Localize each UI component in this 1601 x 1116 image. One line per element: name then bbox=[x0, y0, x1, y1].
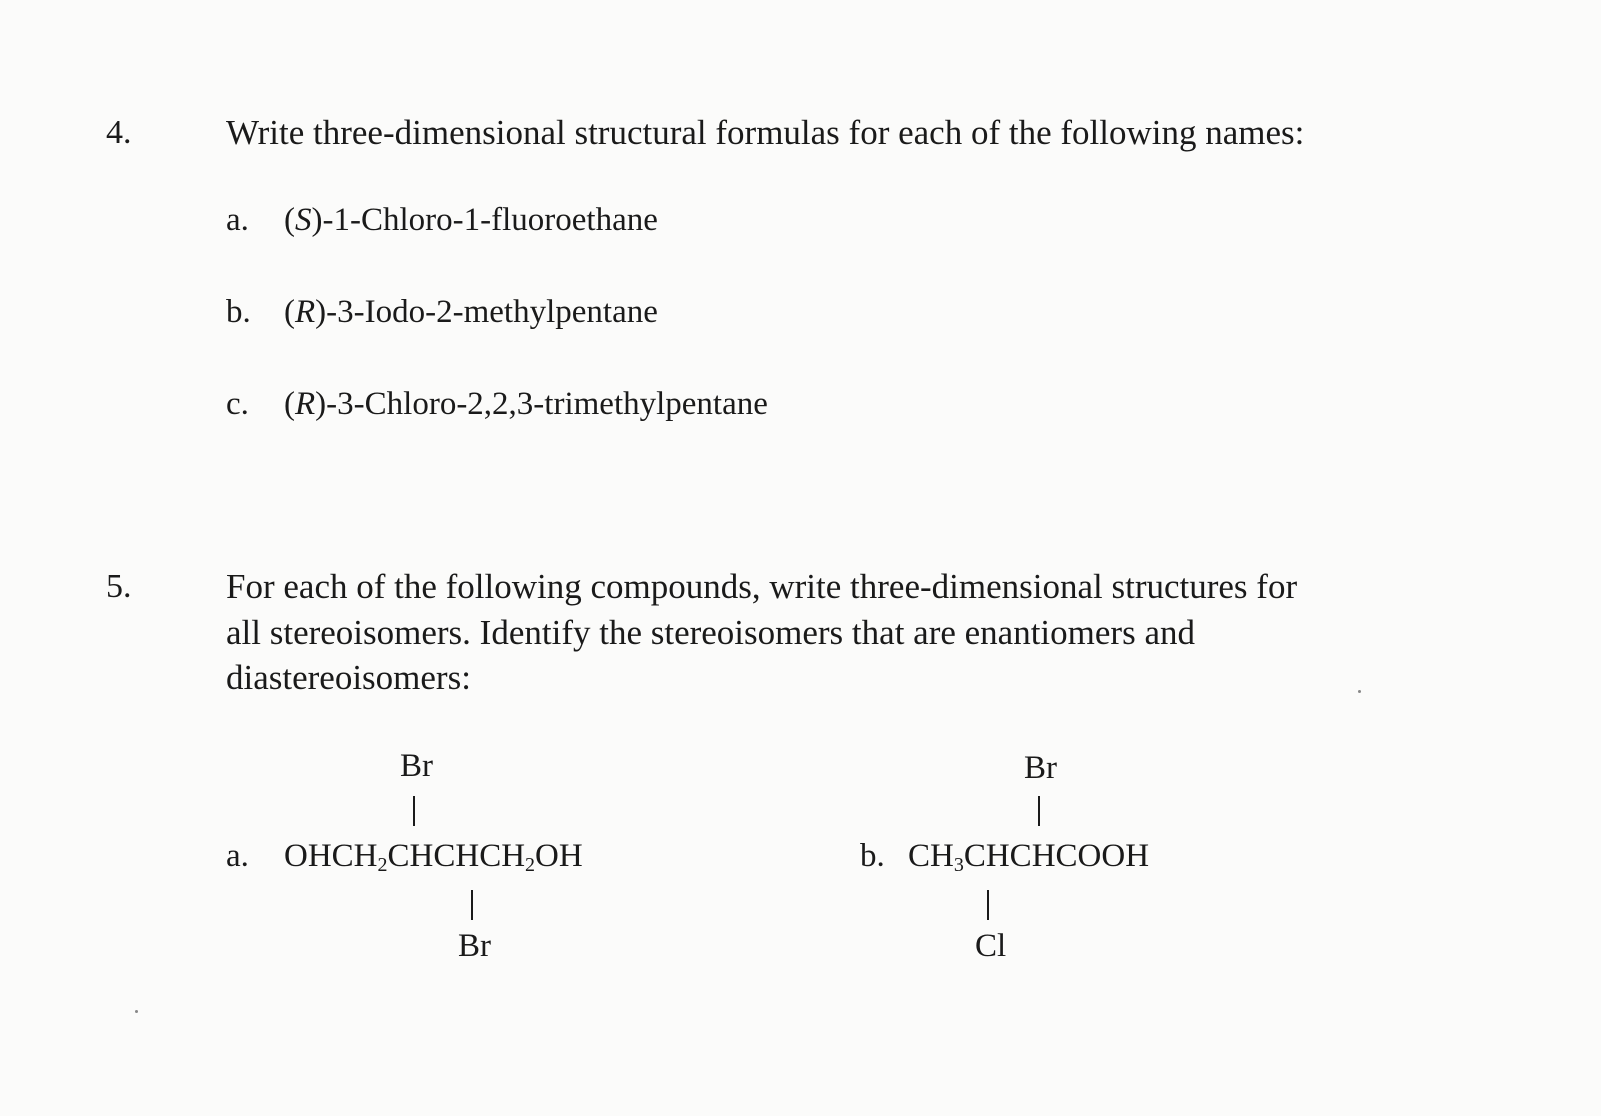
question-5-prompt-line-3: diastereoisomers: bbox=[226, 658, 471, 697]
question-5-prompt-line-2: all stereoisomers. Identify the stereoisomers that are enantiomers and bbox=[226, 613, 1195, 652]
formula-part: OH bbox=[535, 838, 583, 874]
compound-label: b. bbox=[860, 838, 885, 874]
stereo-config: R bbox=[295, 294, 316, 330]
question-5-number: 5. bbox=[106, 568, 132, 605]
question-4-item-b: b. (R)-3-Iodo-2-methylpentane bbox=[226, 294, 658, 330]
compound-a-bottom-substituent: Br bbox=[458, 928, 491, 964]
compound-b-top-substituent: Br bbox=[1024, 750, 1057, 786]
compound-b-bottom-substituent: Cl bbox=[975, 928, 1007, 964]
compound-a-formula bbox=[226, 838, 583, 877]
compound-a-bottom-bond bbox=[471, 890, 473, 920]
compound-b-bottom-bond bbox=[987, 890, 989, 920]
question-4-item-c: c. (R)-3-Chloro-2,2,3-trimethylpentane bbox=[226, 386, 768, 422]
compound-a-top-bond bbox=[413, 796, 415, 826]
question-4-item-a: a. (S)-1-Chloro-1-fluoroethane bbox=[226, 202, 658, 238]
stereo-config: S bbox=[295, 202, 312, 238]
formula-part: CHCHCH bbox=[387, 838, 526, 874]
question-4-prompt: Write three-dimensional structural formulas for each of the following names: bbox=[226, 113, 1305, 152]
compound-b-top-bond bbox=[1038, 796, 1040, 826]
question-4-number: 4. bbox=[106, 114, 132, 151]
compound-name: -3-Chloro-2,2,3-trimethylpentane bbox=[326, 386, 768, 422]
item-label: c. bbox=[226, 386, 249, 422]
compound-name: -3-Iodo-2-methylpentane bbox=[326, 294, 658, 330]
scan-speck bbox=[1358, 690, 1361, 693]
formula-part: OHCH bbox=[284, 838, 378, 874]
formula-subscript: 2 bbox=[377, 854, 388, 876]
formula-subscript: 3 bbox=[953, 854, 964, 876]
compound-b-formula bbox=[860, 838, 1149, 877]
scan-speck bbox=[135, 1010, 138, 1013]
item-label: a. bbox=[226, 202, 249, 238]
compound-a-top-substituent: Br bbox=[400, 748, 433, 784]
compound-name: -1-Chloro-1-fluoroethane bbox=[322, 202, 658, 238]
stereo-config: R bbox=[295, 386, 316, 422]
compound-label: a. bbox=[226, 838, 249, 874]
formula-part: CHCHCOOH bbox=[963, 838, 1150, 874]
formula-part: CH bbox=[908, 838, 954, 874]
formula-subscript: 2 bbox=[525, 854, 536, 876]
question-5-prompt-line-1: For each of the following compounds, write three-dimensional structures for bbox=[226, 567, 1298, 606]
item-label: b. bbox=[226, 294, 251, 330]
